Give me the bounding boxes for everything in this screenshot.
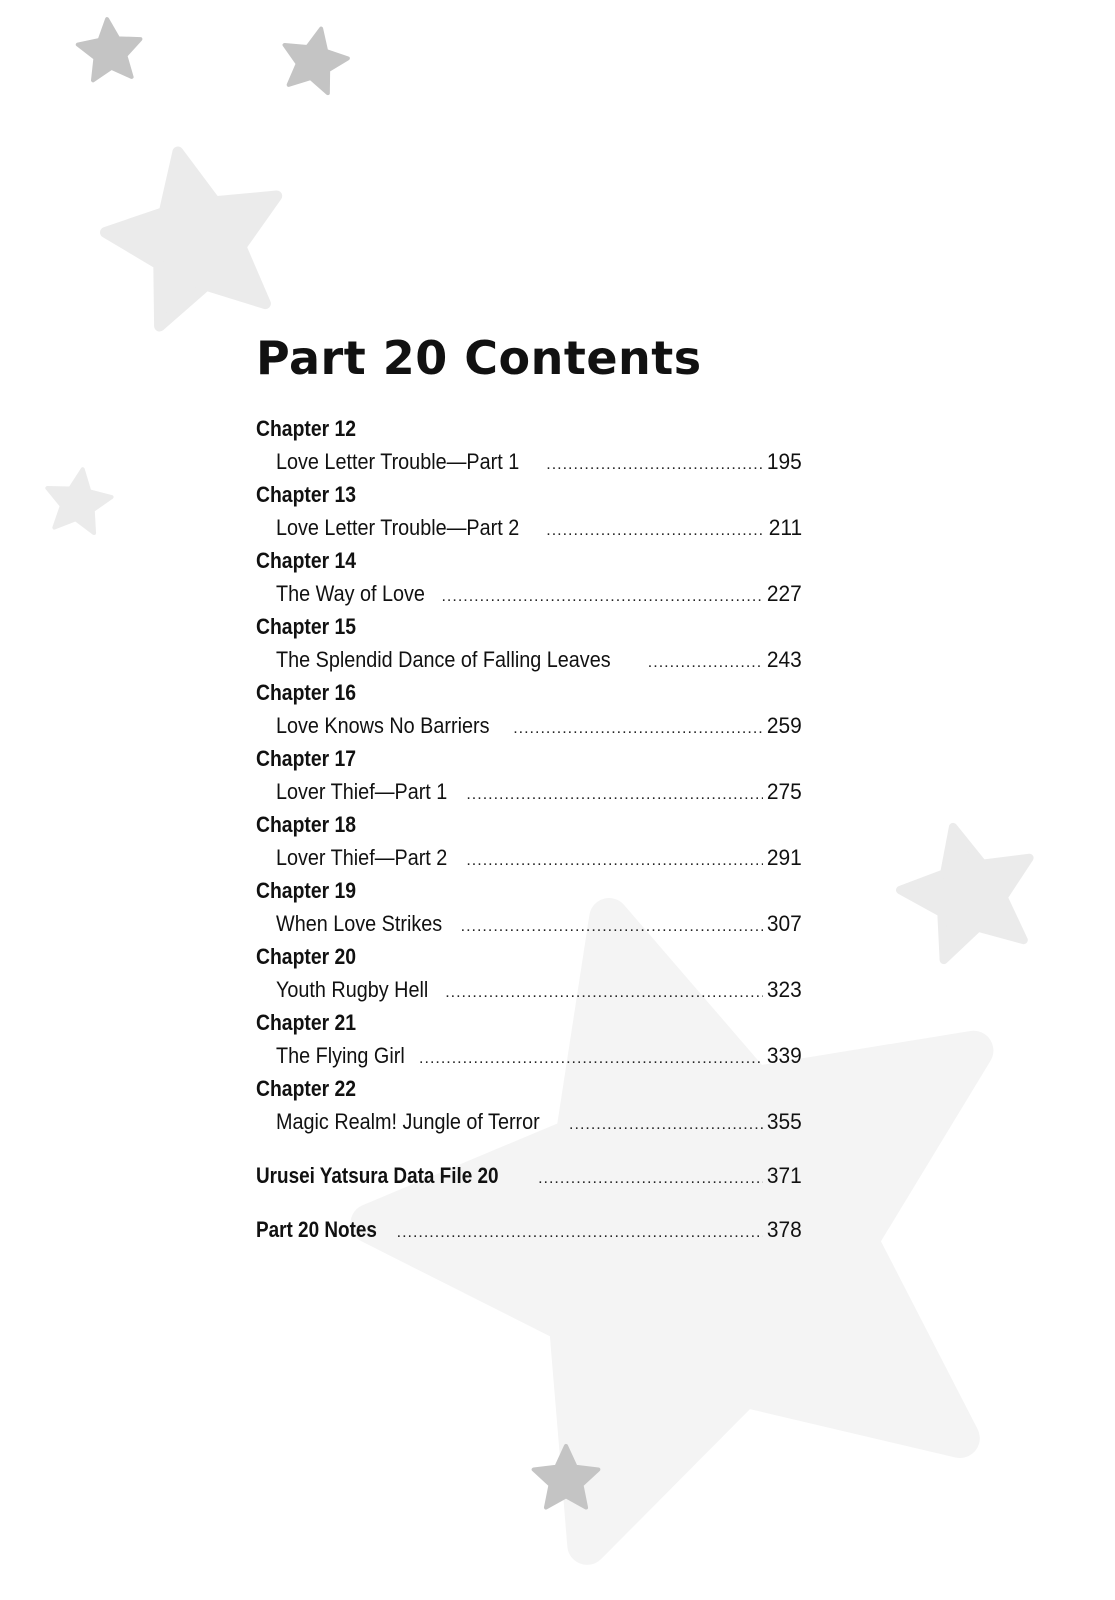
section-spacer: [256, 1138, 802, 1159]
toc-list: [256, 412, 802, 1246]
entry-title: Love Letter Trouble—Part 1: [276, 449, 520, 474]
dot-leader: [397, 1216, 764, 1249]
page-number: 227: [767, 581, 802, 606]
chapter-heading: Chapter 17: [256, 746, 357, 771]
entry-title: Magic Realm! Jungle of Terror: [276, 1109, 540, 1134]
chapter-heading: Chapter 16: [256, 680, 357, 705]
entry-title: Love Letter Trouble—Part 2: [276, 515, 520, 540]
toc-entry: [256, 577, 802, 610]
dot-leader: [441, 580, 763, 613]
dot-leader: [419, 1042, 763, 1075]
toc-entry: [256, 775, 802, 808]
toc-chapter-group: [256, 1072, 802, 1138]
section-spacer: [256, 1192, 802, 1213]
chapter-heading: Chapter 18: [256, 812, 357, 837]
chapter-heading: Chapter 13: [256, 482, 357, 507]
chapter-heading: Chapter 14: [256, 548, 357, 573]
page-number: 243: [767, 647, 802, 672]
toc-entry: [256, 973, 802, 1006]
page-number: 291: [767, 845, 802, 870]
toc-chapter-group: [256, 940, 802, 1006]
dot-leader: [466, 778, 763, 811]
entry-title: Lover Thief—Part 1: [276, 779, 448, 804]
chapter-heading: Chapter 15: [256, 614, 357, 639]
page-number: 195: [767, 449, 802, 474]
chapter-heading: Chapter 12: [256, 416, 357, 441]
toc-chapter-group: [256, 676, 802, 742]
toc-chapter-group: [256, 742, 802, 808]
page-number: 339: [767, 1043, 802, 1068]
dot-leader: [466, 844, 763, 877]
toc-entry: [256, 907, 802, 940]
dot-leader: [445, 976, 763, 1009]
toc-entry: [256, 709, 802, 742]
page-number: 378: [767, 1217, 802, 1242]
page-title: Part 20 Contents: [256, 331, 702, 385]
entry-title: When Love Strikes: [276, 911, 443, 936]
dot-leader: [546, 448, 763, 481]
toc-entry: [256, 445, 802, 478]
entry-title: The Way of Love: [276, 581, 425, 606]
chapter-heading: Chapter 21: [256, 1010, 357, 1035]
dot-leader: [648, 646, 763, 679]
star-icon: [78, 19, 141, 80]
chapter-heading: Chapter 22: [256, 1076, 357, 1101]
toc-entry: [256, 511, 802, 544]
star-icon: [106, 152, 277, 326]
page-number: 307: [767, 911, 802, 936]
toc-chapter-group: [256, 544, 802, 610]
dot-leader: [461, 910, 764, 943]
toc-extra-entry: [256, 1213, 802, 1246]
dot-leader: [513, 712, 763, 745]
toc-extra-entry: [256, 1159, 802, 1192]
page-number: 323: [767, 977, 802, 1002]
entry-title: Lover Thief—Part 2: [276, 845, 448, 870]
entry-title: Part 20 Notes: [256, 1217, 377, 1242]
dot-leader: [538, 1162, 763, 1195]
toc-entry: [256, 841, 802, 874]
toc-entry: [256, 643, 802, 676]
toc-chapter-group: [256, 610, 802, 676]
dot-leader: [546, 514, 765, 547]
entry-title: Youth Rugby Hell: [276, 977, 429, 1002]
page-number: 211: [768, 515, 802, 540]
toc-chapter-group: [256, 874, 802, 940]
toc-chapter-group: [256, 1006, 802, 1072]
dot-leader: [569, 1108, 763, 1141]
entry-title: Urusei Yatsura Data File 20: [256, 1163, 499, 1188]
table-of-contents: [256, 330, 802, 1246]
chapter-heading: Chapter 19: [256, 878, 357, 903]
entry-title: Love Knows No Barriers: [276, 713, 490, 738]
toc-chapter-group: [256, 412, 802, 478]
star-icon: [285, 29, 348, 93]
star-icon: [900, 827, 1029, 960]
entry-title: The Splendid Dance of Falling Leaves: [276, 647, 611, 672]
page-number: 371: [767, 1163, 802, 1188]
star-icon: [47, 469, 111, 533]
toc-chapter-group: [256, 808, 802, 874]
toc-chapter-group: [256, 478, 802, 544]
page-number: 275: [767, 779, 802, 804]
chapter-heading: Chapter 20: [256, 944, 357, 969]
toc-entry: [256, 1105, 802, 1138]
entry-title: The Flying Girl: [276, 1043, 405, 1068]
toc-entry: [256, 1039, 802, 1072]
page-number: 355: [767, 1109, 802, 1134]
page-number: 259: [767, 713, 802, 738]
